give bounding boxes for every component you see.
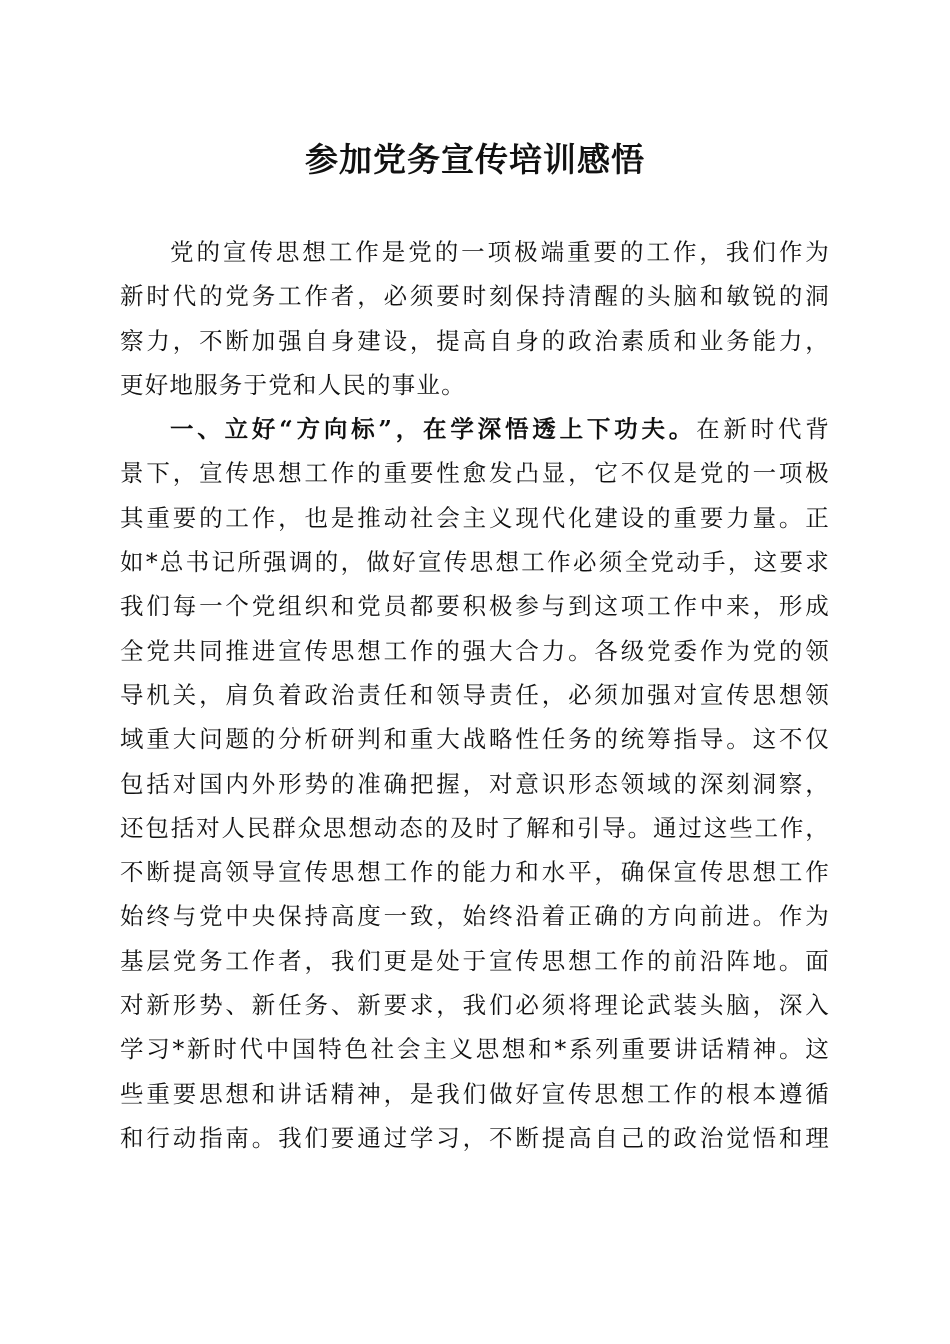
text-line: 和行动指南。我们要通过学习，不断提高自己的政治觉悟和理: [120, 1123, 830, 1152]
text-line: 学习*新时代中国特色社会主义思想和*系列重要讲话精神。这: [120, 1035, 830, 1064]
document-body: [120, 230, 830, 1160]
text-line: 全党共同推进宣传思想工作的强大合力。各级党委作为党的领: [120, 636, 830, 665]
text-line: 更好地服务于党和人民的事业。: [120, 370, 466, 399]
document-title: 参加党务宣传培训感悟: [305, 140, 645, 179]
paragraph-intro: [120, 230, 830, 407]
section-heading-line: [120, 407, 830, 451]
text-line: 不断提高领导宣传思想工作的能力和水平，确保宣传思想工作: [120, 858, 830, 887]
text-line: 包括对国内外形势的准确把握，对意识形态领域的深刻洞察，: [120, 769, 830, 798]
text-line: 些重要思想和讲话精神，是我们做好宣传思想工作的根本遵循: [120, 1079, 830, 1108]
text-line: 景下，宣传思想工作的重要性愈发凸显，它不仅是党的一项极: [120, 459, 830, 488]
text-line: 基层党务工作者，我们更是处于宣传思想工作的前沿阵地。面: [120, 946, 830, 975]
text-line: 察力，不断加强自身建设，提高自身的政治素质和业务能力，: [120, 326, 830, 355]
text-line: 其重要的工作，也是推动社会主义现代化建设的重要力量。正: [120, 503, 830, 532]
paragraph-section-one: [120, 407, 830, 1160]
text-line: 对新形势、新任务、新要求，我们必须将理论武装头脑，深入: [120, 991, 830, 1020]
section-heading-continuation: 在新时代背: [696, 415, 830, 444]
section-heading: 一、立好“方向标”，在学深悟透上下功夫。: [170, 415, 697, 444]
text-line: 始终与党中央保持高度一致，始终沿着正确的方向前进。作为: [120, 902, 830, 931]
text-line: 域重大问题的分析研判和重大战略性任务的统筹指导。这不仅: [120, 725, 830, 754]
text-line: 导机关，肩负着政治责任和领导责任，必须加强对宣传思想领: [120, 680, 830, 709]
text-line: 我们每一个党组织和党员都要积极参与到这项工作中来，形成: [120, 592, 830, 621]
text-line: 如*总书记所强调的，做好宣传思想工作必须全党动手，这要求: [120, 548, 830, 577]
text-line: 新时代的党务工作者，必须要时刻保持清醒的头脑和敏锐的洞: [120, 282, 830, 311]
text-line: 还包括对人民群众思想动态的及时了解和引导。通过这些工作，: [120, 813, 830, 842]
text-line: 党的宣传思想工作是党的一项极端重要的工作，我们作为: [170, 238, 830, 266]
